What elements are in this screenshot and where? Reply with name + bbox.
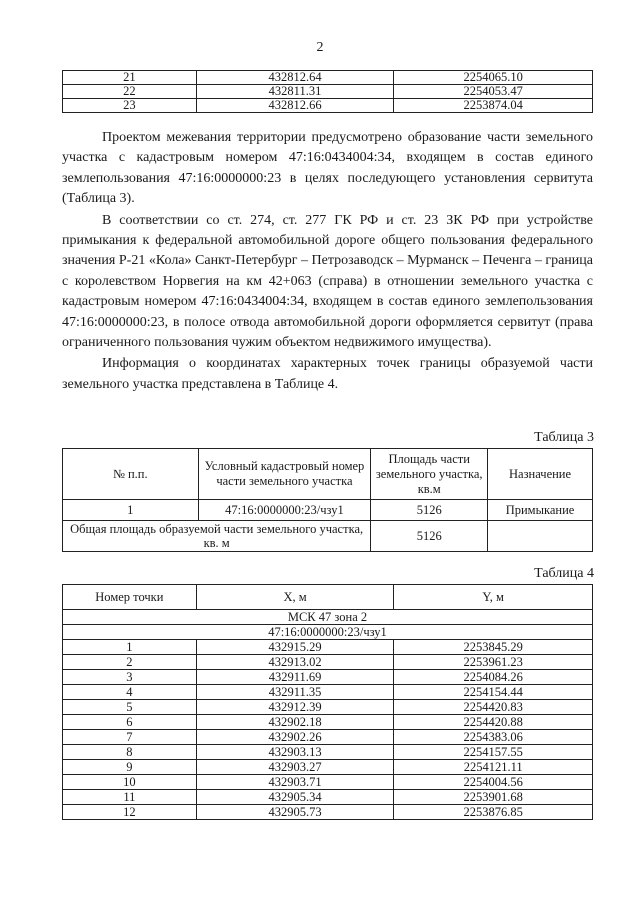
table-row (63, 730, 593, 745)
table3-header-cadastral: Условный кадастровый номер части земельного участка (198, 449, 371, 500)
table-row (63, 85, 593, 99)
table3-total-label: Общая площадь образуемой части земельного участка, кв. м (63, 521, 371, 552)
table4-header-point: Номер точки (63, 585, 197, 610)
table-row (63, 685, 593, 700)
y-coordinate: 2254383.06 (394, 730, 593, 745)
point-number: 10 (63, 775, 197, 790)
x-coordinate: 432903.71 (196, 775, 394, 790)
table3-header-number: № п.п. (63, 449, 199, 500)
point-number: 8 (63, 745, 197, 760)
table-row (63, 700, 593, 715)
point-number: 9 (63, 760, 197, 775)
table-row (63, 775, 593, 790)
paragraph-3: Информация о координатах характерных точек границы образуемой части земельного участка представлена в Таблице 4. (62, 356, 593, 392)
point-number: 22 (63, 85, 197, 99)
x-coordinate: 432812.66 (196, 99, 394, 113)
point-number: 2 (63, 655, 197, 670)
y-coordinate: 2253901.68 (394, 790, 593, 805)
table4-system-row (63, 610, 593, 625)
y-coordinate: 2254157.55 (394, 745, 593, 760)
table-row (63, 805, 593, 820)
table-row (63, 640, 593, 655)
y-coordinate: 2254065.10 (394, 71, 593, 85)
y-coordinate: 2254420.88 (394, 715, 593, 730)
point-number: 12 (63, 805, 197, 820)
table3-header-purpose: Назначение (488, 449, 593, 500)
table3-cell-cadastral: 47:16:0000000:23/чзу1 (198, 500, 371, 521)
table3-header-area: Площадь части земельного участка, кв.м (371, 449, 488, 500)
table-row (63, 655, 593, 670)
x-coordinate: 432902.18 (196, 715, 394, 730)
table3-cell-area: 5126 (371, 500, 488, 521)
y-coordinate: 2254053.47 (394, 85, 593, 99)
table-row (63, 760, 593, 775)
table-row (63, 715, 593, 730)
coordinates-table-continued (62, 70, 593, 113)
land-part-id: 47:16:0000000:23/чзу1 (63, 625, 593, 640)
table3-caption: Таблица 3 (534, 430, 594, 445)
x-coordinate: 432903.27 (196, 760, 394, 775)
table4-header-y: Y, м (394, 585, 593, 610)
paragraph-2: В соответствии со ст. 274, ст. 277 ГК РФ и ст. 23 ЗК РФ при устройстве примыкания к федеральной автомобильной дороге общего пользования федерального значения Р-21 «Кола» Санкт-Петербург – Петрозаводск – Мурманск – Печенга – граница с королевством Норвегия на км 42+063 (справа) в отношении земельного участка с кадастровым номером 47:16:0434004:34, входящем в состав единого землепользования 47:16:0000000:23, в полосе отвода автомобильной дороги оформляется сервитут (права ограниченного пользования чужим объектом недвижимого имущества). (62, 212, 593, 351)
table-row (63, 99, 593, 113)
x-coordinate: 432915.29 (196, 640, 394, 655)
point-number: 5 (63, 700, 197, 715)
point-number: 7 (63, 730, 197, 745)
y-coordinate: 2253874.04 (394, 99, 593, 113)
table4-caption: Таблица 4 (534, 566, 594, 581)
coordinate-system: МСК 47 зона 2 (63, 610, 593, 625)
point-number: 1 (63, 640, 197, 655)
x-coordinate: 432912.39 (196, 700, 394, 715)
x-coordinate: 432905.73 (196, 805, 394, 820)
y-coordinate: 2254004.56 (394, 775, 593, 790)
y-coordinate: 2253876.85 (394, 805, 593, 820)
x-coordinate: 432902.26 (196, 730, 394, 745)
y-coordinate: 2254420.83 (394, 700, 593, 715)
table-row (63, 71, 593, 85)
table4-header-x: X, м (196, 585, 394, 610)
table3 (62, 448, 593, 552)
table-row (63, 790, 593, 805)
point-number: 6 (63, 715, 197, 730)
y-coordinate: 2253961.23 (394, 655, 593, 670)
table3-cell-number: 1 (63, 500, 199, 521)
paragraph-1: Проектом межевания территории предусмотрено образование части земельного участка с кадастровым номером 47:16:0434004:34, входящем в состав единого землепользования 47:16:0000000:23 в целях последующего установления сервитута (Таблица 3). (62, 130, 593, 207)
table-row (63, 500, 593, 521)
point-number: 3 (63, 670, 197, 685)
x-coordinate: 432903.13 (196, 745, 394, 760)
x-coordinate: 432911.69 (196, 670, 394, 685)
table3-total-empty (488, 521, 593, 552)
table-row (63, 670, 593, 685)
y-coordinate: 2254084.26 (394, 670, 593, 685)
table3-cell-purpose: Примыкание (488, 500, 593, 521)
x-coordinate: 432811.31 (196, 85, 394, 99)
page-number: 2 (316, 40, 324, 55)
y-coordinate: 2254154.44 (394, 685, 593, 700)
table4-part-row (63, 625, 593, 640)
table4 (62, 584, 593, 820)
table-row (63, 745, 593, 760)
point-number: 21 (63, 71, 197, 85)
y-coordinate: 2254121.11 (394, 760, 593, 775)
table3-total-row (63, 521, 593, 552)
x-coordinate: 432905.34 (196, 790, 394, 805)
point-number: 23 (63, 99, 197, 113)
table3-total-value: 5126 (371, 521, 488, 552)
y-coordinate: 2253845.29 (394, 640, 593, 655)
x-coordinate: 432911.35 (196, 685, 394, 700)
x-coordinate: 432913.02 (196, 655, 394, 670)
point-number: 11 (63, 790, 197, 805)
x-coordinate: 432812.64 (196, 71, 394, 85)
body-text (62, 128, 593, 396)
point-number: 4 (63, 685, 197, 700)
